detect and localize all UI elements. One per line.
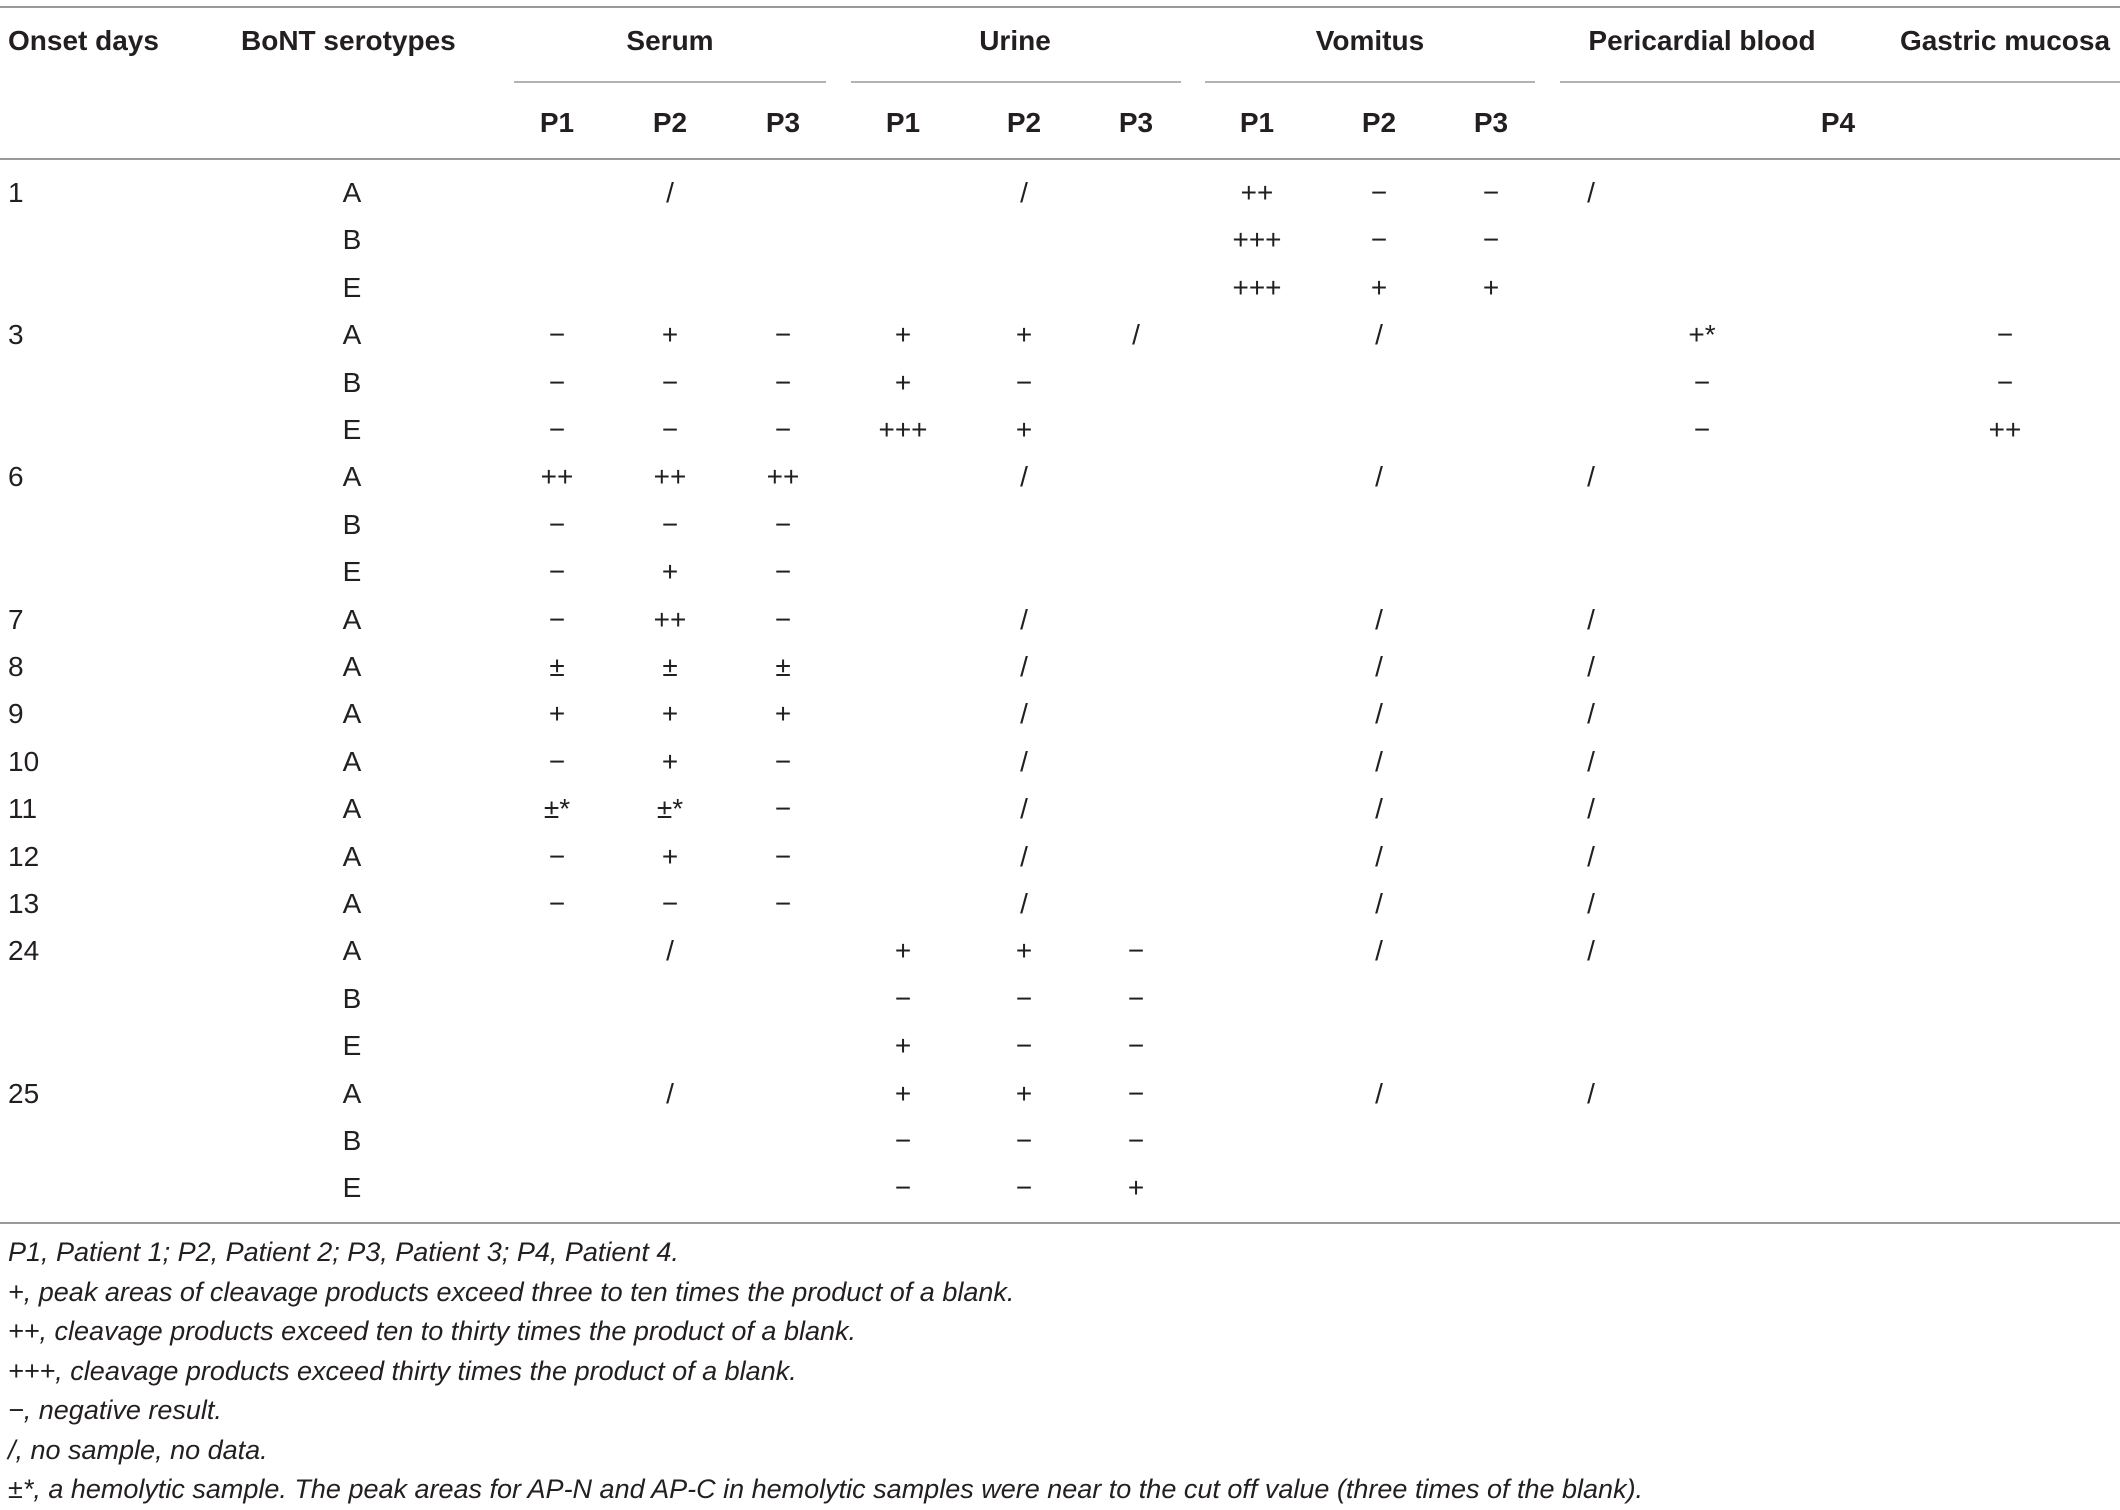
- p4-group-rule: [1560, 81, 2120, 83]
- vomitus-p1-cell: ++: [1240, 177, 1274, 208]
- serotype-cell: E: [342, 271, 362, 303]
- onset-day-cell: 13: [8, 888, 40, 919]
- table-footnotes: [8, 1233, 1643, 1510]
- p4-no-sample-cell: /: [1587, 603, 1595, 635]
- vomitus-p2-cell: /: [1375, 698, 1383, 730]
- urine-p2-cell: /: [1020, 651, 1028, 682]
- urine-p3-cell: −: [1127, 1125, 1145, 1156]
- serotype-cell: A: [342, 840, 362, 872]
- urine-p3-cell: −: [1127, 935, 1145, 967]
- urine-p3-cell: −: [1127, 982, 1145, 1014]
- vomitus-p2-cell: /: [1375, 840, 1383, 872]
- serum-p2-cell: ++: [653, 461, 687, 493]
- urine-p2-cell: /: [1020, 603, 1028, 635]
- header-bottom-rule: [0, 158, 2120, 160]
- vomitus-p1-cell: +++: [1232, 271, 1282, 303]
- urine-p2-cell: /: [1020, 698, 1028, 730]
- urine-p1-cell: +: [894, 935, 912, 967]
- serum-p2-cell: /: [666, 935, 674, 967]
- serum-p3-cell: −: [774, 414, 792, 445]
- serum-p1-cell: −: [548, 414, 566, 445]
- urine-p3-cell: +: [1127, 1172, 1145, 1204]
- footnote: +++, cleavage products exceed thirty times the product of a blank.: [8, 1355, 797, 1386]
- serotype-cell: E: [342, 414, 362, 445]
- onset-day-cell: 25: [8, 1077, 40, 1109]
- p4-no-sample-cell: /: [1587, 177, 1595, 208]
- vomitus-p1-cell: +++: [1232, 224, 1282, 256]
- serotype-cell: E: [342, 1172, 362, 1204]
- serum-p2-cell: +: [661, 556, 679, 588]
- vomitus-p3-cell: +: [1482, 271, 1500, 303]
- header-serum-p2: P2: [652, 107, 688, 138]
- vomitus-group-rule: [1205, 81, 1535, 83]
- urine-p1-cell: +: [894, 1030, 912, 1062]
- serotype-cell: B: [342, 1125, 362, 1156]
- serum-p2-cell: −: [661, 508, 679, 540]
- serum-p3-cell: ++: [766, 461, 800, 493]
- urine-p3-cell: −: [1127, 1030, 1145, 1062]
- p4-no-sample-cell: /: [1587, 935, 1595, 967]
- urine-p1-cell: +++: [878, 414, 928, 445]
- urine-p1-cell: −: [894, 1125, 912, 1156]
- onset-day-cell: 3: [8, 319, 24, 351]
- header-urine-p3: P3: [1118, 107, 1154, 138]
- serum-p2-cell: /: [666, 177, 674, 208]
- serum-p3-cell: ±: [775, 651, 791, 682]
- pericardial-blood-cell: −: [1693, 414, 1711, 445]
- serum-p1-cell: ++: [540, 461, 574, 493]
- onset-day-cell: 10: [8, 745, 40, 777]
- serum-p2-cell: ++: [653, 603, 687, 635]
- p4-no-sample-cell: /: [1587, 461, 1595, 493]
- footnote: /, no sample, no data.: [8, 1434, 268, 1465]
- urine-p2-cell: −: [1015, 366, 1033, 398]
- header-vomitus: Vomitus: [1315, 25, 1425, 56]
- serotype-cell: A: [342, 603, 362, 635]
- serotype-cell: A: [342, 651, 362, 682]
- header-serum: Serum: [626, 25, 714, 56]
- urine-p1-cell: +: [894, 366, 912, 398]
- serum-group-rule: [514, 81, 826, 83]
- footnote: P1, Patient 1; P2, Patient 2; P3, Patient 3; P4, Patient 4.: [8, 1237, 679, 1267]
- urine-p1-cell: +: [894, 319, 912, 351]
- onset-day-cell: 9: [8, 698, 24, 730]
- serotype-cell: B: [342, 508, 362, 540]
- serotype-cell: B: [342, 366, 362, 398]
- footnote: +, peak areas of cleavage products exceed three to ten times the product of a blank.: [8, 1276, 1015, 1307]
- top-rule: [0, 6, 2120, 8]
- serum-p1-cell: +: [548, 698, 566, 730]
- footnote: ±*, a hemolytic sample. The peak areas for AP-N and AP-C in hemolytic samples were near to the cut off value (three times of the blank).: [8, 1474, 1644, 1504]
- header-vomitus-p1: P1: [1239, 107, 1275, 138]
- serotype-cell: A: [342, 319, 362, 351]
- urine-p2-cell: +: [1015, 935, 1033, 967]
- urine-p2-cell: /: [1020, 745, 1028, 777]
- serum-p2-cell: −: [661, 366, 679, 398]
- urine-p1-cell: +: [894, 1077, 912, 1109]
- serum-p3-cell: +: [774, 698, 792, 730]
- serotype-cell: B: [342, 982, 362, 1014]
- serum-p1-cell: −: [548, 556, 566, 588]
- header-urine-p1: P1: [885, 107, 921, 138]
- serum-p3-cell: −: [774, 508, 792, 540]
- header-serum-p1: P1: [539, 107, 575, 138]
- onset-day-cell: 24: [8, 935, 40, 967]
- serotype-cell: E: [342, 1030, 362, 1062]
- vomitus-p2-cell: /: [1375, 935, 1383, 967]
- serum-p1-cell: −: [548, 745, 566, 777]
- urine-p2-cell: /: [1020, 461, 1028, 493]
- pericardial-blood-cell: +*: [1688, 319, 1716, 351]
- serum-p1-cell: −: [548, 840, 566, 872]
- vomitus-p2-cell: /: [1375, 793, 1383, 825]
- serum-p2-cell: −: [661, 414, 679, 445]
- header-urine-p2: P2: [1006, 107, 1042, 138]
- p4-no-sample-cell: /: [1587, 793, 1595, 825]
- vomitus-p2-cell: /: [1375, 319, 1383, 351]
- urine-p2-cell: −: [1015, 1030, 1033, 1062]
- footnote: ++, cleavage products exceed ten to thirty times the product of a blank.: [8, 1316, 856, 1346]
- serotype-cell: E: [342, 556, 362, 588]
- urine-p2-cell: −: [1015, 982, 1033, 1014]
- urine-p2-cell: +: [1015, 1077, 1033, 1109]
- urine-p2-cell: +: [1015, 414, 1033, 445]
- header-pericardial-blood: Pericardial blood: [1588, 25, 1816, 56]
- serum-p1-cell: −: [548, 319, 566, 351]
- gastric-mucosa-cell: ++: [1988, 414, 2022, 445]
- serotype-cell: A: [342, 461, 362, 493]
- p4-no-sample-cell: /: [1587, 698, 1595, 730]
- serum-p1-cell: ±*: [543, 793, 571, 825]
- pericardial-blood-cell: −: [1693, 366, 1711, 398]
- serum-p3-cell: −: [774, 840, 792, 872]
- serum-p3-cell: −: [774, 603, 792, 635]
- serum-p1-cell: −: [548, 366, 566, 398]
- serum-p1-cell: −: [548, 508, 566, 540]
- serotype-cell: A: [342, 698, 362, 730]
- serum-p3-cell: −: [774, 366, 792, 398]
- p4-no-sample-cell: /: [1587, 888, 1595, 919]
- serotype-cell: A: [342, 745, 362, 777]
- vomitus-p2-cell: /: [1375, 651, 1383, 682]
- body-bottom-rule: [0, 1222, 2120, 1224]
- onset-day-cell: 7: [8, 603, 24, 635]
- p4-no-sample-cell: /: [1587, 840, 1595, 872]
- gastric-mucosa-cell: −: [1996, 319, 2014, 351]
- urine-p3-cell: −: [1127, 1077, 1145, 1109]
- vomitus-p2-cell: −: [1370, 224, 1388, 256]
- vomitus-p2-cell: /: [1375, 888, 1383, 919]
- urine-p3-cell: /: [1132, 319, 1140, 351]
- onset-day-cell: 6: [8, 461, 24, 493]
- vomitus-p2-cell: /: [1375, 745, 1383, 777]
- vomitus-p3-cell: −: [1482, 224, 1500, 256]
- vomitus-p2-cell: /: [1375, 1077, 1383, 1109]
- serum-p2-cell: −: [661, 888, 679, 919]
- onset-day-cell: 12: [8, 840, 40, 872]
- gastric-mucosa-cell: −: [1996, 366, 2014, 398]
- urine-p2-cell: /: [1020, 793, 1028, 825]
- p4-no-sample-cell: /: [1587, 1077, 1595, 1109]
- serum-p2-cell: /: [666, 1077, 674, 1109]
- serum-p2-cell: +: [661, 745, 679, 777]
- serum-p1-cell: ±: [549, 651, 565, 682]
- urine-p2-cell: +: [1015, 319, 1033, 351]
- serum-p3-cell: −: [774, 745, 792, 777]
- vomitus-p2-cell: −: [1370, 177, 1388, 208]
- serum-p2-cell: ±*: [656, 793, 684, 825]
- onset-day-cell: 8: [8, 651, 24, 682]
- vomitus-p2-cell: /: [1375, 603, 1383, 635]
- serum-p3-cell: −: [774, 556, 792, 588]
- urine-group-rule: [851, 81, 1181, 83]
- serum-p2-cell: +: [661, 319, 679, 351]
- serum-p2-cell: ±: [662, 651, 678, 682]
- urine-p2-cell: /: [1020, 840, 1028, 872]
- header-serotypes: BoNT serotypes: [241, 25, 456, 56]
- urine-p2-cell: −: [1015, 1125, 1033, 1156]
- onset-day-cell: 11: [8, 793, 38, 825]
- serum-p1-cell: −: [548, 888, 566, 919]
- header-vomitus-p2: P2: [1361, 107, 1397, 138]
- serotype-cell: A: [342, 793, 362, 825]
- vomitus-p3-cell: −: [1482, 177, 1500, 208]
- serotype-cell: A: [342, 935, 362, 967]
- serum-p3-cell: −: [774, 793, 792, 825]
- serum-p1-cell: −: [548, 603, 566, 635]
- serum-p3-cell: −: [774, 319, 792, 351]
- serotype-cell: A: [342, 1077, 362, 1109]
- serotype-cell: A: [342, 888, 362, 919]
- urine-p2-cell: −: [1015, 1172, 1033, 1204]
- vomitus-p2-cell: +: [1370, 271, 1388, 303]
- urine-p1-cell: −: [894, 1172, 912, 1204]
- header-gastric-mucosa: Gastric mucosa: [1899, 25, 2111, 56]
- serum-p2-cell: +: [661, 840, 679, 872]
- serotype-cell: A: [342, 177, 362, 208]
- p4-no-sample-cell: /: [1587, 651, 1595, 682]
- serotype-cell: B: [342, 224, 362, 256]
- p4-no-sample-cell: /: [1587, 745, 1595, 777]
- header-p4: P4: [1820, 107, 1856, 138]
- serum-p3-cell: −: [774, 888, 792, 919]
- urine-p1-cell: −: [894, 982, 912, 1014]
- header-serum-p3: P3: [765, 107, 801, 138]
- vomitus-p2-cell: /: [1375, 461, 1383, 493]
- urine-p2-cell: /: [1020, 888, 1028, 919]
- header-onset-days: Onset days: [8, 25, 159, 56]
- serum-p2-cell: +: [661, 698, 679, 730]
- header-vomitus-p3: P3: [1473, 107, 1509, 138]
- onset-day-cell: 1: [8, 177, 24, 208]
- footnote: −, negative result.: [8, 1395, 222, 1425]
- urine-p2-cell: /: [1020, 177, 1028, 208]
- header-urine: Urine: [979, 25, 1051, 56]
